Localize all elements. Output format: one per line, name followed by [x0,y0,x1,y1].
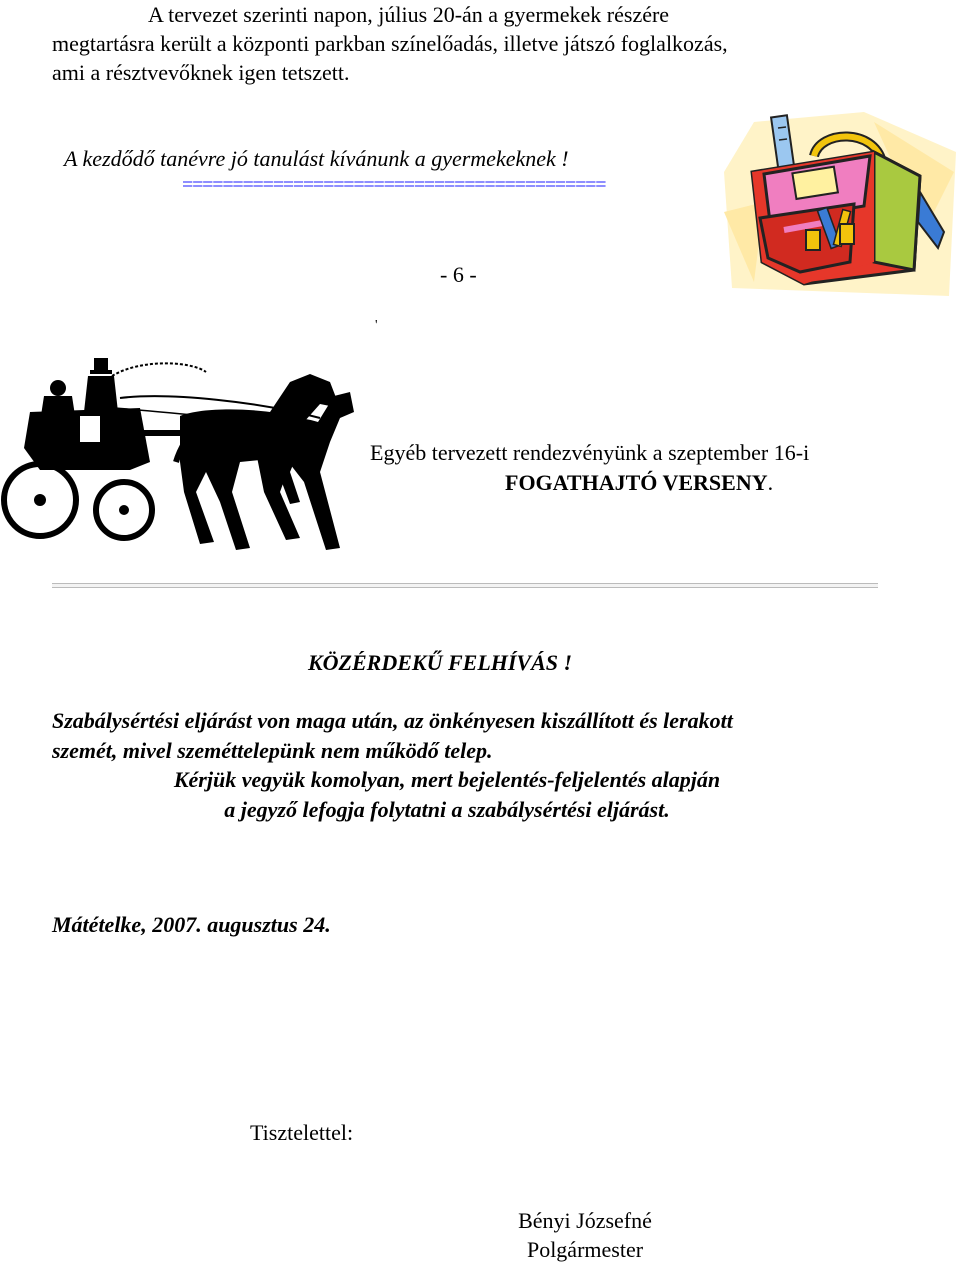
notice-line-3: Kérjük vegyük komolyan, mert bejelentés-feljelentés alapján [173,767,721,792]
notice-line-1: Szabálysértési eljárást von maga után, az önkényesen kiszállított és lerakott [52,708,733,733]
event-name-period: . [767,470,774,495]
notice-line-4: a jegyző lefogja folytatni a szabálysértési eljárást. [224,796,670,822]
horizontal-divider [52,583,878,588]
schoolbag-image [724,112,956,296]
signatory-title: Polgármester [526,1237,644,1262]
page-number: - 6 - [440,262,477,287]
place-and-date: Mátételke, 2007. augusztus 24. [52,912,331,937]
event-name-text: FOGATHAJTÓ VERSENY [505,470,768,495]
event-announcement: Egyéb tervezett rendezvényünk a szeptember 16-i [370,440,810,465]
signatory-name: Bényi Józsefné [518,1208,652,1233]
intro-line-3: ami a résztvevőknek igen tetszett. [52,60,350,85]
event-name [505,470,773,496]
intro-line-1: A tervezet szerinti napon, július 20-án a gyermekek részére [148,2,670,27]
notice-title: KÖZÉRDEKŰ FELHÍVÁS ! [308,650,573,675]
horse-carriage-icon [0,352,360,562]
school-year-wish: A kezdődő tanévre jó tanulást kívánunk a gyermekeknek ! [64,146,569,171]
intro-line-2: megtartásra került a központi parkban színelőadás, illetve játszó foglalkozás, [52,31,728,56]
stray-mark: ' [375,318,378,333]
carriage-image [0,352,360,562]
notice-line-2: szemét, mivel szeméttelepünk nem működő telep. [52,737,493,763]
equals-separator: ========================================== [182,174,606,196]
intro-paragraph [52,0,812,87]
signature-block [500,1206,670,1264]
schoolbag-icon [724,112,956,296]
greeting: Tisztelettel: [250,1120,354,1145]
notice-body [52,706,882,824]
